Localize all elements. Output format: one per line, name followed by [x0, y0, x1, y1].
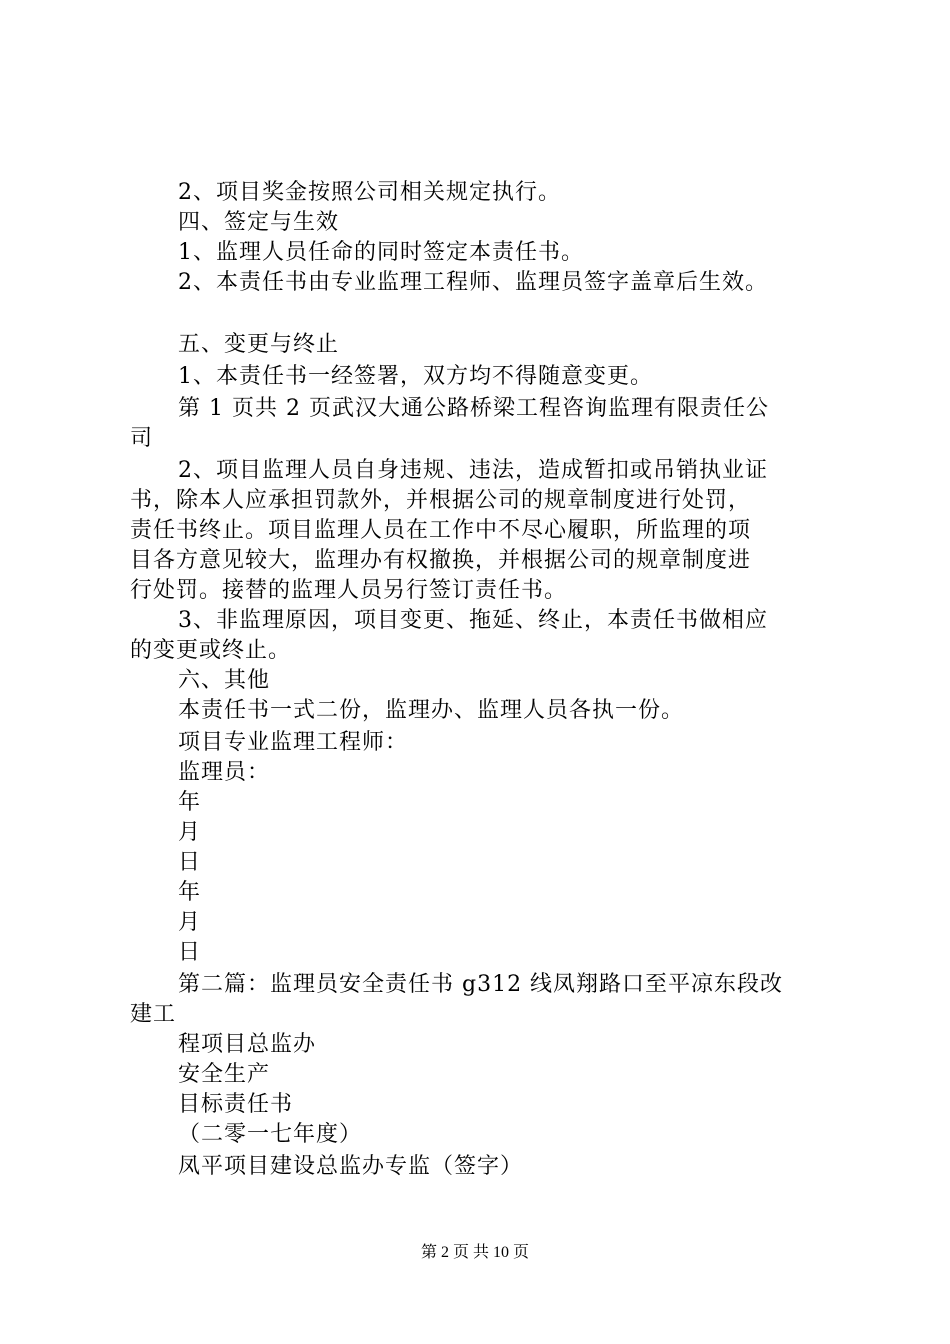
text-line: （二零一七年度） — [178, 1122, 363, 1147]
date-label: 年 — [178, 880, 202, 905]
signature-label: 项目专业监理工程师： — [178, 730, 409, 755]
section-heading: 五、变更与终止 — [178, 332, 340, 357]
text-line: 本责任书一式二份，监理办、监理人员各执一份。 — [178, 698, 685, 723]
text-line: 的变更或终止。 — [130, 638, 292, 663]
signature-label: 凤平项目建设总监办专监（签字） — [178, 1154, 524, 1179]
text-line: 2、本责任书由专业监理工程师、监理员签字盖章后生效。 — [178, 270, 768, 295]
section-heading: 六、其他 — [178, 668, 271, 693]
text-line: 目各方意见较大，监理办有权撤换，并根据公司的规章制度进 — [130, 548, 752, 573]
section-heading: 第二篇：监理员安全责任书 g312 线凤翔路口至平凉东段改 — [178, 972, 784, 997]
page-footer: 第 2 页 共 10 页 — [420, 1244, 529, 1261]
text-line: 2、项目奖金按照公司相关规定执行。 — [178, 180, 561, 205]
text-line: 1、本责任书一经签署，双方均不得随意变更。 — [178, 364, 653, 389]
text-line: 第 1 页共 2 页武汉大通公路桥梁工程咨询监理有限责任公 — [178, 396, 769, 421]
text-line: 3、非监理原因，项目变更、拖延、终止，本责任书做相应 — [178, 608, 768, 633]
text-line: 2、项目监理人员自身违规、违法，造成暂扣或吊销执业证 — [178, 458, 768, 483]
text-line: 书，除本人应承担罚款外，并根据公司的规章制度进行处罚， — [130, 488, 752, 513]
date-label: 年 — [178, 790, 202, 815]
date-label: 日 — [178, 850, 202, 875]
date-label: 日 — [178, 940, 202, 965]
text-line: 行处罚。接替的监理人员另行签订责任书。 — [130, 578, 568, 603]
text-line: 安全生产 — [178, 1062, 271, 1087]
text-line: 程项目总监办 — [178, 1032, 317, 1057]
text-line: 责任书终止。项目监理人员在工作中不尽心履职，所监理的项 — [130, 518, 752, 543]
signature-label: 监理员： — [178, 760, 271, 785]
text-line: 司 — [130, 426, 154, 451]
text-line: 目标责任书 — [178, 1092, 294, 1117]
date-label: 月 — [178, 910, 202, 935]
date-label: 月 — [178, 820, 202, 845]
text-line: 1、监理人员任命的同时签定本责任书。 — [178, 240, 584, 265]
section-heading: 四、签定与生效 — [178, 210, 340, 235]
text-line: 建工 — [130, 1002, 177, 1027]
